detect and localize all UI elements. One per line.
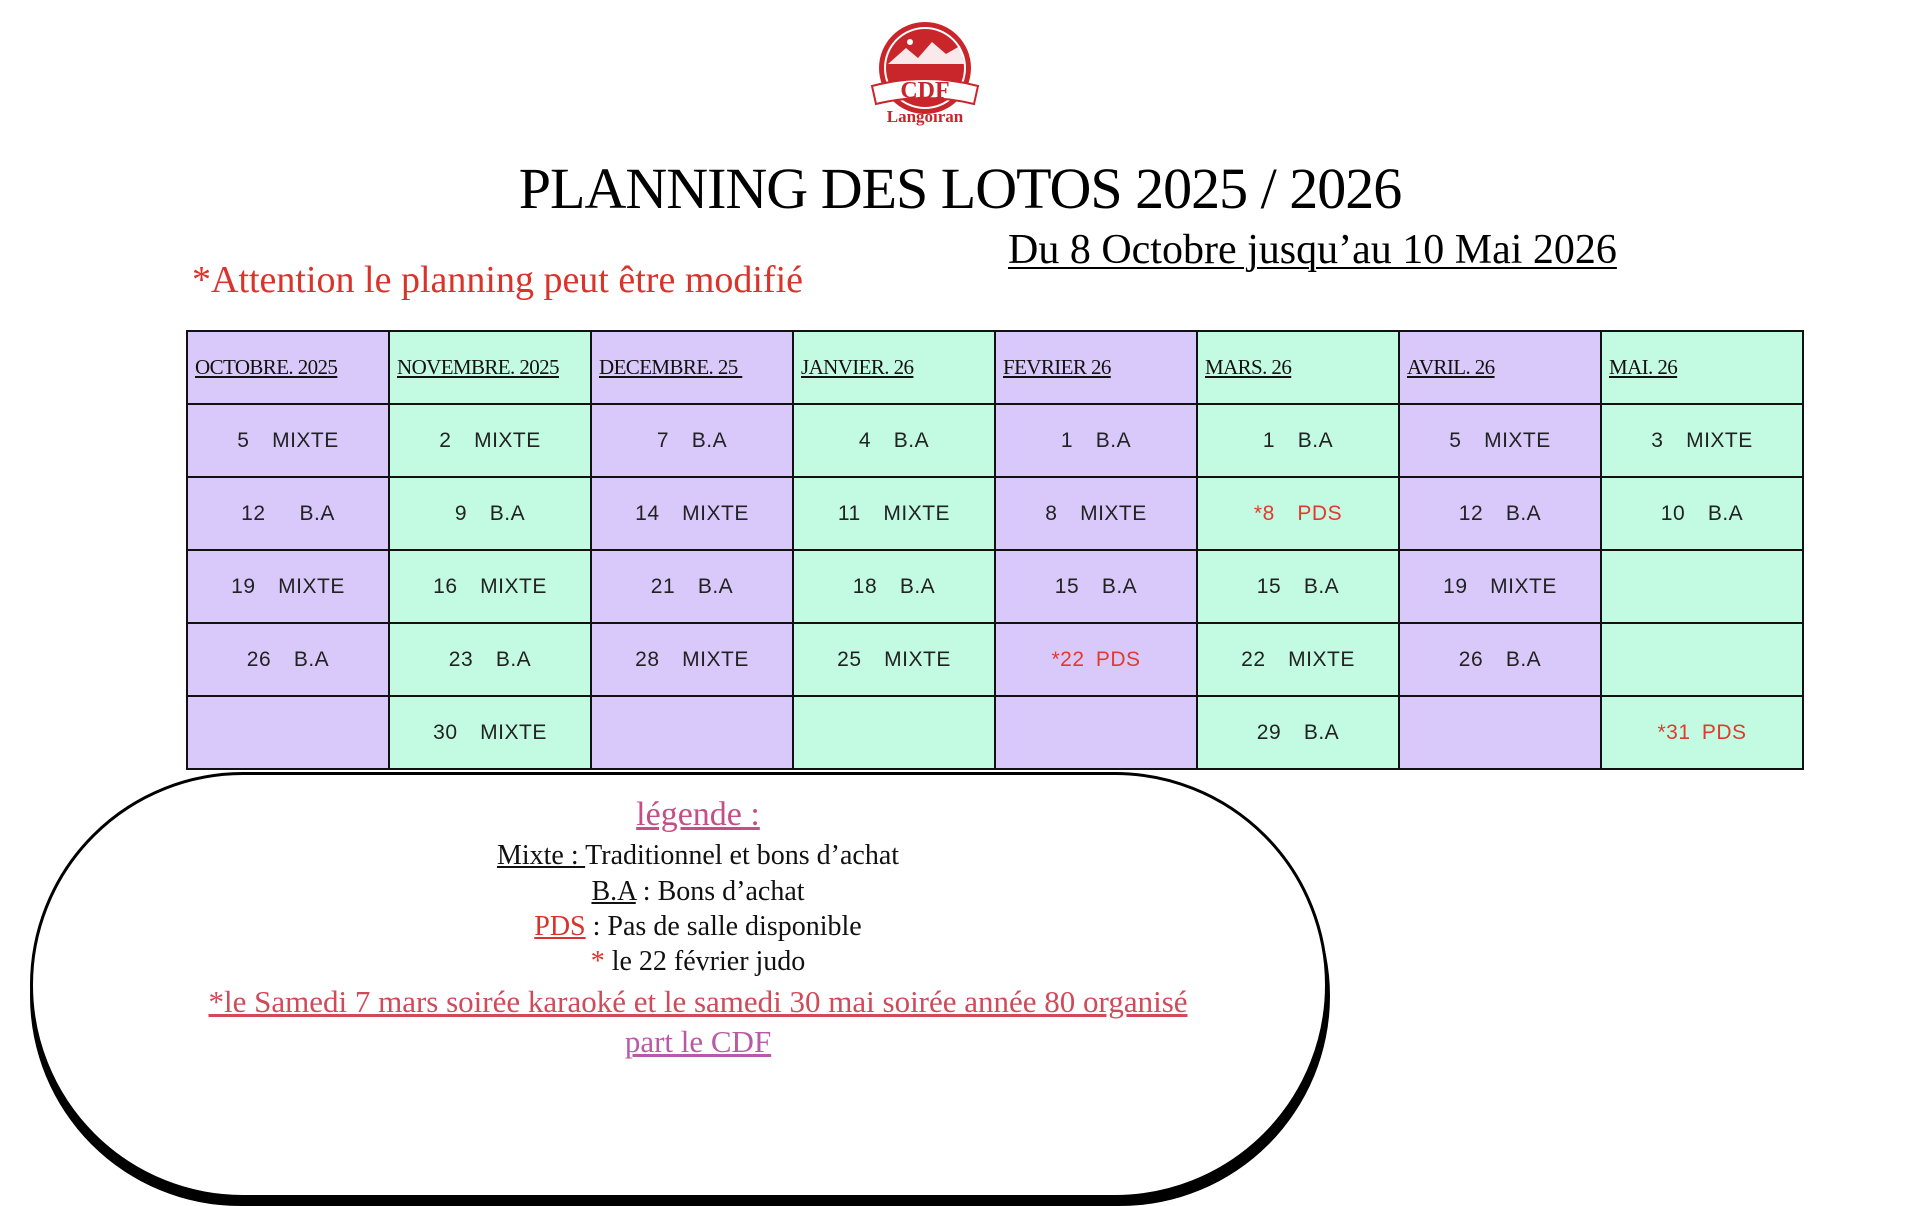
legend-events-line-1: *le Samedi 7 mars soirée karaoké et le samedi 30 mai soirée année 80 organisé bbox=[208, 984, 1188, 1019]
schedule-cell: 22 MIXTE bbox=[1197, 623, 1399, 696]
legend-events-line-2: part le CDF bbox=[624, 1024, 772, 1059]
table-row bbox=[187, 404, 1803, 477]
logo-emblem bbox=[862, 20, 988, 138]
schedule-cell: 11 MIXTE bbox=[793, 477, 995, 550]
month-header-may: MAI. 26 bbox=[1601, 331, 1803, 404]
month-header-november: NOVEMBRE. 2025 bbox=[389, 331, 591, 404]
schedule-cell: 1 B.A bbox=[1197, 404, 1399, 477]
schedule-cell bbox=[793, 696, 995, 769]
schedule-cell-pds: *31 PDS bbox=[1601, 696, 1803, 769]
schedule-cell: 4 B.A bbox=[793, 404, 995, 477]
schedule-cell: 3 MIXTE bbox=[1601, 404, 1803, 477]
schedule-cell: 9 B.A bbox=[389, 477, 591, 550]
logo-town-text: Langoiran bbox=[886, 107, 964, 126]
date-range-subtitle: Du 8 Octobre jusqu’au 10 Mai 2026 bbox=[1008, 227, 1617, 273]
schedule-cell: 28 MIXTE bbox=[591, 623, 793, 696]
schedule-cell: 25 MIXTE bbox=[793, 623, 995, 696]
cdf-langoiran-logo bbox=[862, 20, 988, 138]
month-header-march: MARS. 26 bbox=[1197, 331, 1399, 404]
legend-mixte-key: Mixte : bbox=[496, 840, 586, 871]
page-title: PLANNING DES LOTOS 2025 / 2026 bbox=[518, 156, 1402, 221]
schedule-cell: 2 MIXTE bbox=[389, 404, 591, 477]
schedule-cell: 14 MIXTE bbox=[591, 477, 793, 550]
schedule-cell: 23 B.A bbox=[389, 623, 591, 696]
legend-judo-desc: le 22 février judo bbox=[604, 946, 806, 977]
schedule-cell: 15 B.A bbox=[1197, 550, 1399, 623]
schedule-cell: 26 B.A bbox=[187, 623, 389, 696]
schedule-cell: 18 B.A bbox=[793, 550, 995, 623]
schedule-cell: 26 B.A bbox=[1399, 623, 1601, 696]
schedule-cell bbox=[591, 696, 793, 769]
lotto-schedule-table bbox=[186, 330, 1804, 770]
month-header-april: AVRIL. 26 bbox=[1399, 331, 1601, 404]
schedule-cell-pds: *22 PDS bbox=[995, 623, 1197, 696]
schedule-cell: 8 MIXTE bbox=[995, 477, 1197, 550]
table-row bbox=[187, 477, 1803, 550]
month-header-january: JANVIER. 26 bbox=[793, 331, 995, 404]
table-header-row bbox=[187, 331, 1803, 404]
schedule-cell: 19 MIXTE bbox=[187, 550, 389, 623]
schedule-warning: *Attention le planning peut être modifié bbox=[192, 259, 804, 301]
schedule-cell: 5 MIXTE bbox=[1399, 404, 1601, 477]
schedule-cell: 15 B.A bbox=[995, 550, 1197, 623]
month-header-october: OCTOBRE. 2025 bbox=[187, 331, 389, 404]
schedule-cell bbox=[1601, 550, 1803, 623]
month-header-february: FEVRIER 26 bbox=[995, 331, 1197, 404]
schedule-cell: 5 MIXTE bbox=[187, 404, 389, 477]
month-header-december: DECEMBRE. 25 bbox=[591, 331, 793, 404]
schedule-cell: 10 B.A bbox=[1601, 477, 1803, 550]
schedule-cell: 29 B.A bbox=[1197, 696, 1399, 769]
schedule-cell: 7 B.A bbox=[591, 404, 793, 477]
legend-pds bbox=[30, 911, 1366, 943]
schedule-cell: 12 B.A bbox=[1399, 477, 1601, 550]
schedule-cell bbox=[1399, 696, 1601, 769]
table-row bbox=[187, 550, 1803, 623]
schedule-cell: 1 B.A bbox=[995, 404, 1197, 477]
schedule-cell: 16 MIXTE bbox=[389, 550, 591, 623]
legend-judo-star: * bbox=[590, 946, 605, 977]
schedule-cell bbox=[1601, 623, 1803, 696]
legend-mixte bbox=[30, 840, 1366, 872]
legend-judo bbox=[30, 946, 1366, 978]
schedule-cell: 12 B.A bbox=[187, 477, 389, 550]
logo-brand-text: CDF bbox=[900, 78, 950, 104]
schedule-cell: 21 B.A bbox=[591, 550, 793, 623]
schedule-cell: 19 MIXTE bbox=[1399, 550, 1601, 623]
legend-pds-key: PDS bbox=[534, 911, 586, 942]
legend-title: légende : bbox=[636, 796, 760, 833]
schedule-cell: 30 MIXTE bbox=[389, 696, 591, 769]
schedule-cell bbox=[187, 696, 389, 769]
table-row bbox=[187, 623, 1803, 696]
schedule-cell-pds: *8 PDS bbox=[1197, 477, 1399, 550]
legend-ba-key: B.A bbox=[591, 876, 636, 907]
table-row bbox=[187, 696, 1803, 769]
legend-mixte-desc: Traditionnel et bons d’achat bbox=[585, 840, 900, 871]
legend-ba bbox=[30, 876, 1366, 908]
schedule-cell bbox=[995, 696, 1197, 769]
legend-ba-desc: : Bons d’achat bbox=[635, 876, 805, 907]
legend-pds-desc: : Pas de salle disponible bbox=[585, 911, 862, 942]
